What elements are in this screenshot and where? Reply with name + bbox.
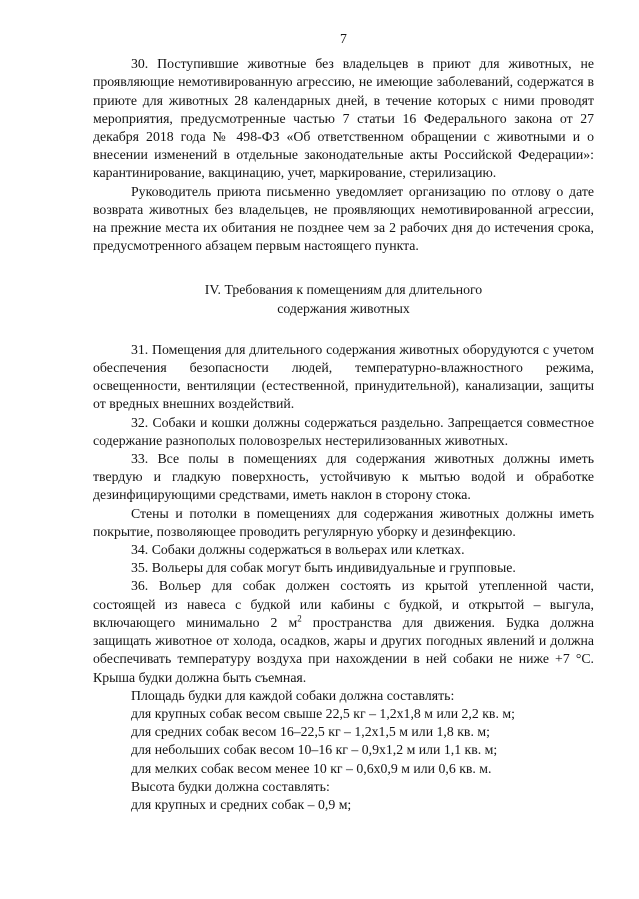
section-heading-line-1: IV. Требования к помещениям для длительного	[204, 282, 483, 298]
paragraph-31: 31. Помещения для длительного содержания животных оборудуются с учетом обеспечения безопасности людей, температурно-влажностного режима, освещенности, вентиляции (естественной, принудительной), канализации, защиты от вредных внешних воздействий.	[93, 341, 594, 412]
kennel-height-large-medium: для крупных и средних собак – 0,9 м;	[131, 796, 352, 812]
paragraph-34: 34. Собаки должны содержаться в вольерах или клетках.	[131, 542, 465, 558]
kennel-area-intro: Площадь будки для каждой собаки должна составлять:	[131, 687, 455, 703]
paragraph-30-note: Руководитель приюта письменно уведомляет организацию по отлову о дате возврата животных без владельцев, не проявляющих немотивированной агрессии, на прежние места их обитания не позднее чем за 2 рабочих дня до истечения срока, предусмотренного абзацем первым настоящего пункта.	[93, 183, 594, 254]
paragraph-33-walls: Стены и потолки в помещениях для содержания животных должны иметь покрытие, позволяющее проводить регулярную уборку и дезинфекцию.	[93, 505, 594, 539]
kennel-area-small: для небольших собак весом 10–16 кг – 0,9х1,2 м или 1,1 кв. м;	[131, 742, 498, 758]
superscript-2: 2	[297, 613, 302, 624]
kennel-area-medium: для средних собак весом 16–22,5 кг – 1,2х1,5 м или 1,8 кв. м;	[131, 724, 490, 740]
kennel-area-tiny: для мелких собак весом менее 10 кг – 0,6х0,9 м или 0,6 кв. м.	[131, 760, 492, 776]
paragraph-36-part-1: 36. Вольер для собак должен состоять из крытой утепленной части, состоящей из навеса с будкой или кабины с будкой, и открытой – выгула, включающего минимально 2 м	[93, 578, 594, 630]
paragraph-36-part-2: пространства для движения. Будка должна защищать животное от холода, осадков, жары и других погодных явлений и должна обеспечивать температуру воздуха при нахождении в ней собаки не ниже +7 °С. Крыша будки должна быть съемная.	[93, 614, 595, 685]
paragraph-33: 33. Все полы в помещениях для содержания животных должны иметь твердую и гладкую поверхность, устойчивую к мытью водой и обработке дезинфицирующими средствами, иметь наклон в сторону стока.	[93, 451, 594, 503]
section-heading-line-2: содержания животных	[277, 300, 410, 316]
paragraph-35: 35. Вольеры для собак могут быть индивидуальные и групповые.	[131, 560, 516, 576]
paragraph-30: 30. Поступившие животные без владельцев в приют для животных, не проявляющие немотивированную агрессию, не имеющие заболеваний, содержатся в приюте для животных 28 календарных дней, в течение которых с ними проводят мероприятия, предусмотренные частью 7 статьи 16 Федерального закона от 27 декабря 2018 года № 498-ФЗ «Об ответственном обращении с животными и о внесении изменений в отдельные законодательные акты Российской Федерации»: карантинирование, вакцинацию, учет, маркирование, стерилизацию.	[93, 56, 594, 181]
paragraph-36	[93, 577, 594, 686]
kennel-height-intro: Высота будки должна составлять:	[131, 778, 330, 794]
section-heading	[93, 281, 594, 317]
page-number: 7	[340, 31, 347, 46]
kennel-area-large: для крупных собак весом свыше 22,5 кг – 1,2х1,8 м или 2,2 кв. м;	[131, 705, 515, 721]
paragraph-32: 32. Собаки и кошки должны содержаться раздельно. Запрещается совместное содержание разнополых половозрелых нестерилизованных животных.	[93, 414, 594, 448]
